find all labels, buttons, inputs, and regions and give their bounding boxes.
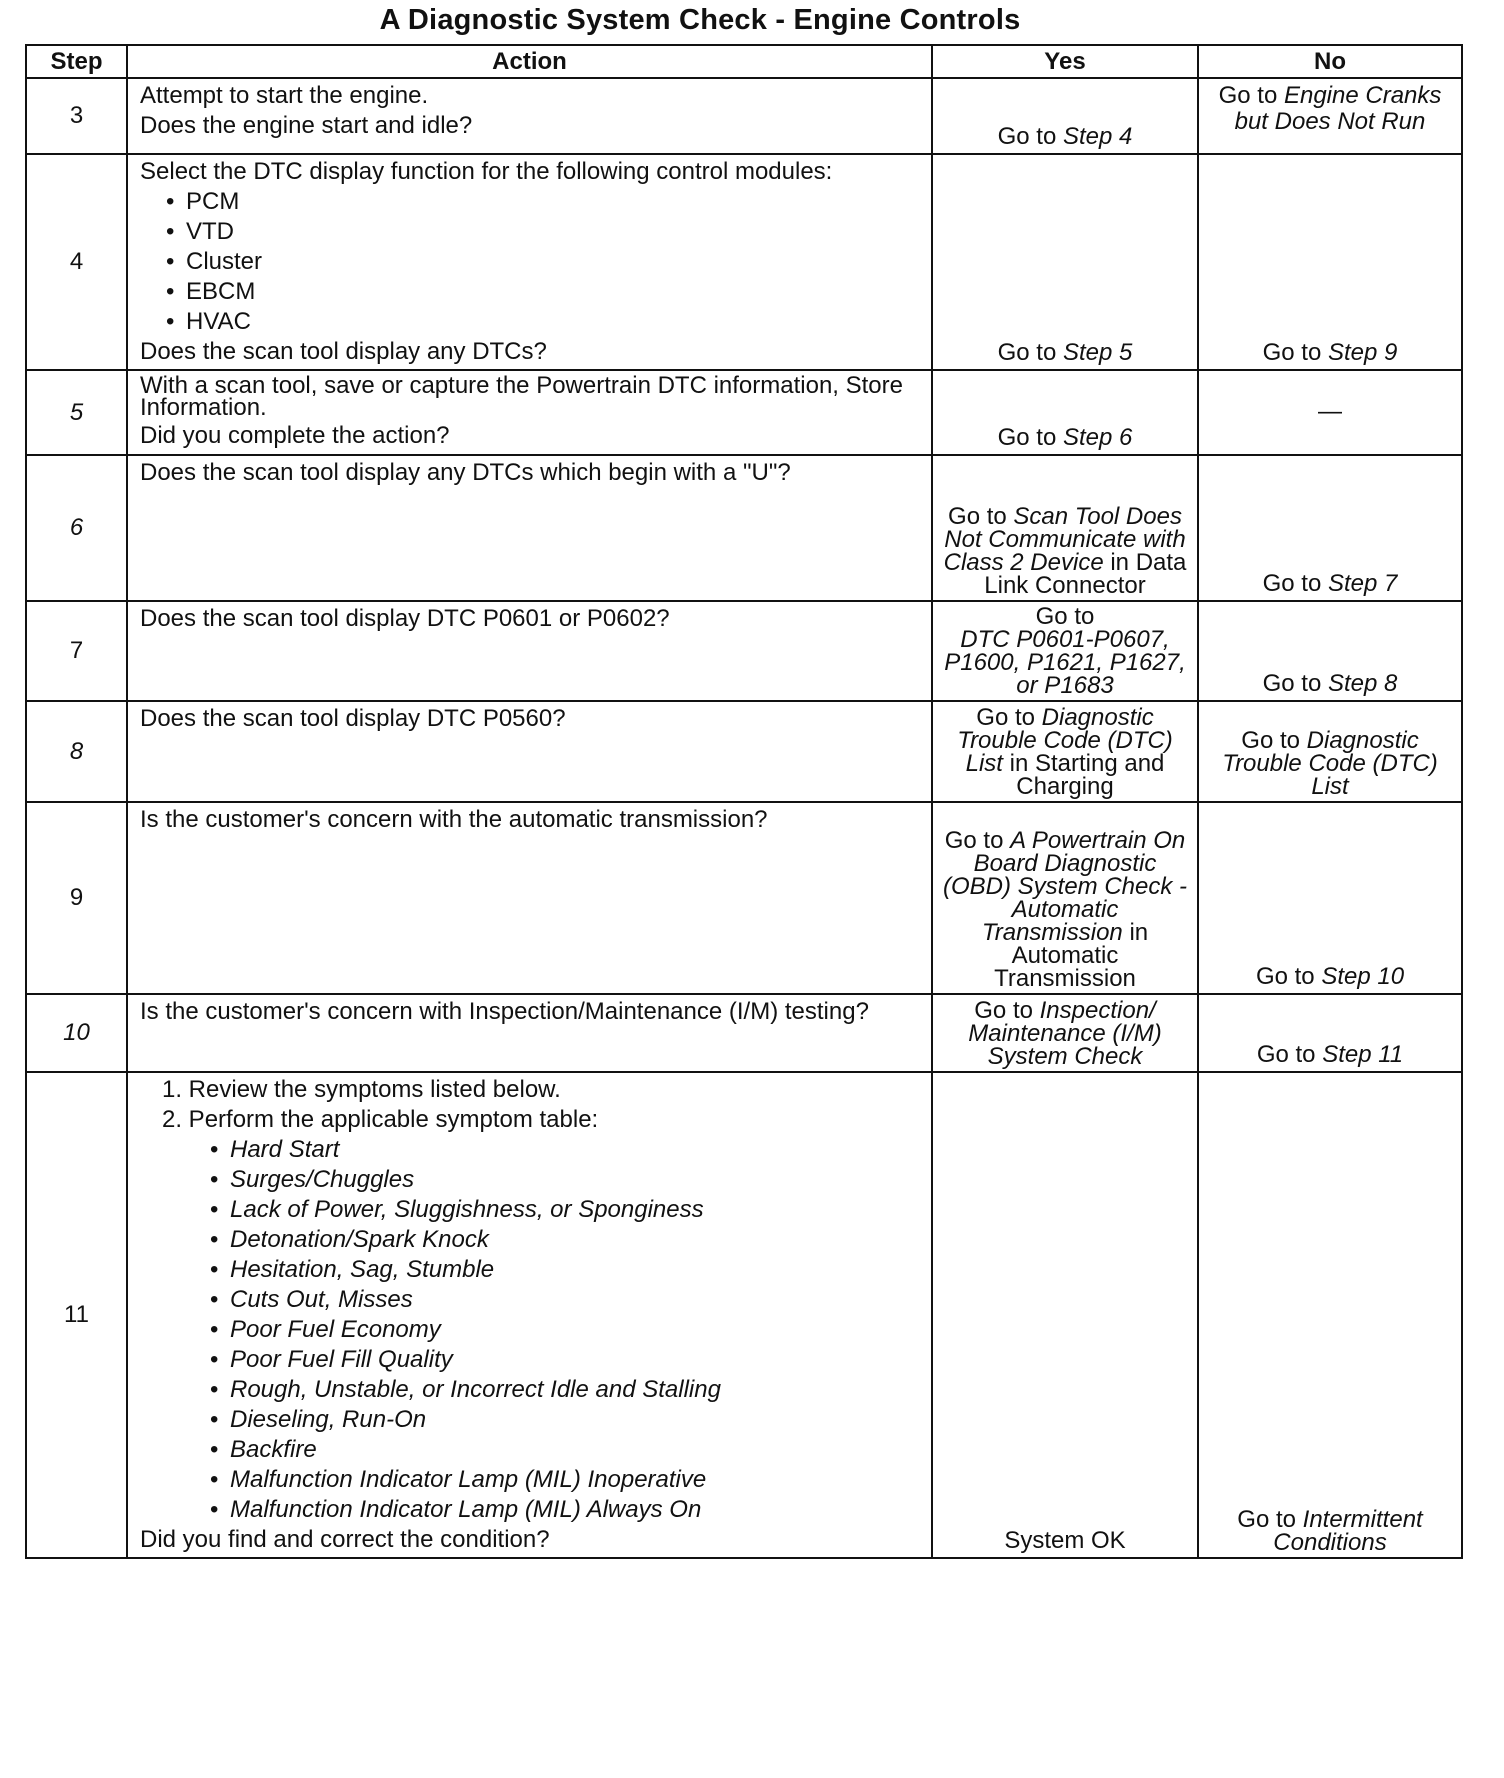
action-question: Does the engine start and idle? [140, 112, 473, 139]
list-item: • Hesitation, Sag, Stumble [140, 1257, 921, 1283]
yes-cell: Go to DTC P0601-P0607, P1600, P1621, P1627, or P1683 [932, 601, 1198, 701]
list-item: • Cuts Out, Misses [140, 1287, 921, 1313]
no-link[interactable]: Intermittent Conditions [1273, 1506, 1423, 1556]
list-item: • Backfire [140, 1437, 921, 1463]
table-row-step-5 [26, 370, 1462, 455]
no-cell: Go to Intermittent Conditions [1198, 1072, 1462, 1558]
list-item: • PCM [140, 189, 921, 215]
step-number: 3 [26, 78, 127, 154]
table-row-step-7 [26, 601, 1462, 701]
step-number: 10 [26, 994, 127, 1072]
action-cell [127, 994, 932, 1072]
header-action: Action [127, 45, 932, 78]
no-cell: — [1198, 370, 1462, 455]
no-cell: Go to Step 10 [1198, 802, 1462, 994]
list-item: • Malfunction Indicator Lamp (MIL) Always On [140, 1497, 921, 1523]
action-cell [127, 154, 932, 370]
step-number: 8 [26, 701, 127, 802]
table-row-step-3 [26, 78, 1462, 154]
list-item: • Poor Fuel Economy [140, 1317, 921, 1343]
step-number: 9 [26, 802, 127, 994]
no-link[interactable]: Step 11 [1322, 1041, 1404, 1068]
action-text: With a scan tool, save or capture the Powertrain DTC information, Store Information. [140, 372, 903, 421]
no-link[interactable]: Engine Cranks but Does Not Run [1234, 82, 1442, 135]
list-item: • Surges/Chuggles [140, 1167, 921, 1193]
list-item: • Lack of Power, Sluggishness, or Sponginess [140, 1197, 921, 1223]
action-cell [127, 78, 932, 154]
action-question: Does the scan tool display any DTCs which begin with a "U"? [140, 459, 791, 486]
yes-cell: System OK [932, 1072, 1198, 1558]
no-link[interactable]: Step 9 [1327, 339, 1398, 366]
action-cell [127, 601, 932, 701]
step-number: 7 [26, 601, 127, 701]
table-row-step-8 [26, 701, 1462, 802]
diagnostic-table [25, 44, 1463, 1559]
header-no: No [1198, 45, 1462, 78]
yes-link[interactable]: Scan Tool Does Not Communicate with Class 2 Device [943, 503, 1186, 576]
action-cell [127, 370, 932, 455]
list-item: • Hard Start [140, 1137, 921, 1163]
header-yes: Yes [932, 45, 1198, 78]
action-cell [127, 802, 932, 994]
list-item: • Cluster [140, 249, 921, 275]
header-step: Step [26, 45, 127, 78]
no-link[interactable]: Step 8 [1327, 670, 1398, 697]
page-title: A Diagnostic System Check - Engine Controls [379, 4, 1021, 36]
action-question: Does the scan tool display any DTCs? [140, 338, 547, 365]
step-number: 5 [26, 370, 127, 455]
yes-cell: Go to Scan Tool Does Not Communicate with Class 2 Device in Data Link Connector [932, 455, 1198, 601]
yes-cell: Go to Step 4 [932, 78, 1198, 154]
yes-link[interactable]: Inspection/ Maintenance (I/M) System Check [968, 997, 1162, 1070]
yes-link[interactable]: Step 5 [1062, 339, 1133, 366]
table-row-step-10 [26, 994, 1462, 1072]
no-link[interactable]: Step 10 [1321, 963, 1405, 990]
action-question: Does the scan tool display DTC P0601 or P0602? [140, 605, 670, 632]
yes-cell: Go to A Powertrain On Board Diagnostic (OBD) System Check - Automatic Transmission in Automatic Transmission [932, 802, 1198, 994]
yes-link[interactable]: DTC P0601-P0607, P1600, P1621, P1627, or P1683 [944, 626, 1186, 699]
list-item: • HVAC [140, 309, 921, 335]
step-number: 4 [26, 154, 127, 370]
action-question: Is the customer's concern with Inspection/Maintenance (I/M) testing? [140, 998, 869, 1025]
list-item: • Detonation/Spark Knock [140, 1227, 921, 1253]
action-question: Did you complete the action? [140, 422, 450, 449]
no-cell: Go to Step 8 [1198, 601, 1462, 701]
yes-cell: Go to Step 6 [932, 370, 1198, 455]
list-item: • Malfunction Indicator Lamp (MIL) Inoperative [140, 1467, 921, 1493]
table-row-step-11 [26, 1072, 1462, 1558]
no-cell: Go to Step 7 [1198, 455, 1462, 601]
no-link[interactable]: Diagnostic Trouble Code (DTC) List [1222, 727, 1438, 800]
list-item: • Rough, Unstable, or Incorrect Idle and Stalling [140, 1377, 921, 1403]
table-row-step-4 [26, 154, 1462, 370]
yes-link[interactable]: Diagnostic Trouble Code (DTC) List [957, 704, 1173, 777]
action-text: Select the DTC display function for the following control modules: [140, 158, 833, 185]
no-cell: Go to Step 9 [1198, 154, 1462, 370]
list-item: • Dieseling, Run-On [140, 1407, 921, 1433]
action-question: Did you find and correct the condition? [140, 1526, 550, 1553]
yes-link[interactable]: Step 4 [1062, 123, 1133, 150]
list-item: 2. Perform the applicable symptom table: [162, 1106, 599, 1133]
action-question: Does the scan tool display DTC P0560? [140, 705, 566, 732]
list-item: • Poor Fuel Fill Quality [140, 1347, 921, 1373]
list-item: 1. Review the symptoms listed below. [162, 1076, 561, 1103]
action-cell [127, 455, 932, 601]
yes-link[interactable]: A Powertrain On Board Diagnostic (OBD) System Check - Automatic Transmission [942, 827, 1188, 946]
yes-cell: Go to Step 5 [932, 154, 1198, 370]
action-text: Attempt to start the engine. [140, 82, 429, 109]
step-number: 11 [26, 1072, 127, 1558]
no-cell: Go to Step 11 [1198, 994, 1462, 1072]
action-cell [127, 1072, 932, 1558]
list-item: • EBCM [140, 279, 921, 305]
yes-cell: Go to Diagnostic Trouble Code (DTC) List in Starting and Charging [932, 701, 1198, 802]
no-cell: Go to Diagnostic Trouble Code (DTC) List [1198, 701, 1462, 802]
no-cell: Go to Engine Cranks but Does Not Run [1198, 78, 1462, 154]
yes-cell: Go to Inspection/ Maintenance (I/M) System Check [932, 994, 1198, 1072]
table-row-step-9 [26, 802, 1462, 994]
table-row-step-6 [26, 455, 1462, 601]
step-number: 6 [26, 455, 127, 601]
list-item: • VTD [140, 219, 921, 245]
table-header-row [26, 45, 1462, 78]
action-cell [127, 701, 932, 802]
action-question: Is the customer's concern with the automatic transmission? [140, 806, 768, 833]
no-link[interactable]: Step 7 [1327, 570, 1398, 597]
yes-link[interactable]: Step 6 [1062, 424, 1133, 451]
